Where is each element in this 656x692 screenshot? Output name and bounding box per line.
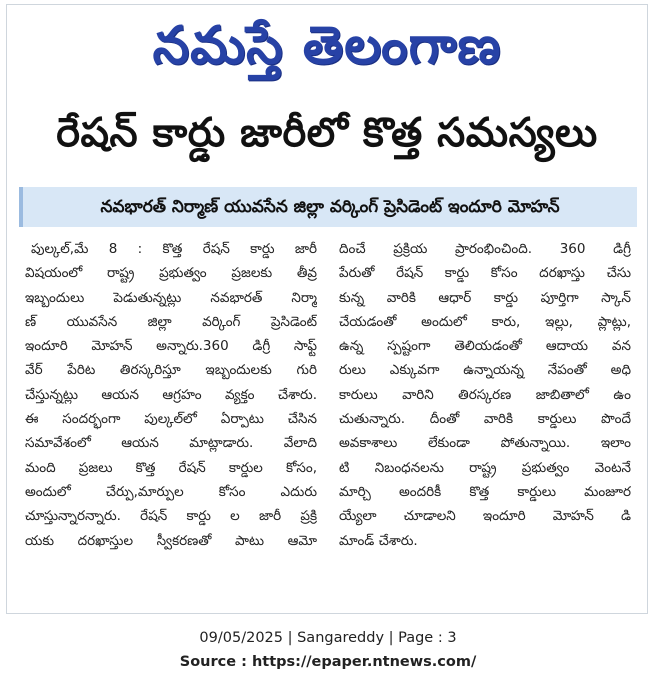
article-column-right bbox=[339, 237, 631, 553]
article-column-left bbox=[25, 237, 317, 553]
article-headline: రేషన్ కార్డు జారీలో కొత్త సమస్యలు bbox=[56, 110, 598, 156]
article-line: పేరుతో రేషన్ కార్డు కోసం దరఖాస్తు చేసు bbox=[339, 265, 631, 282]
cropped-text-fragment bbox=[187, 613, 297, 614]
cropped-text-fragment bbox=[317, 613, 407, 614]
article-subheadline: నవభారత్ నిర్మాణ్ యువసేన జిల్లా వర్కింగ్ ప్రెసిడెంట్ ఇందూరి మోహన్ bbox=[19, 187, 637, 227]
clipping-footer bbox=[0, 626, 656, 674]
article-line: పుల్కల్,మే 8 : కొత్త రేషన్ కార్డు జారీ bbox=[31, 241, 317, 257]
article-line: ణ్ యువసేన జిల్లా వర్కింగ్ ప్రెసిడెంట్ bbox=[25, 313, 317, 330]
article-line: రులు ఎక్కువగా ఉన్నాయన్న నేపంతో అధి bbox=[339, 362, 631, 379]
article-line: విషయంలో రాష్ట్ర ప్రభుత్వం ప్రజలకు తీవ్ర bbox=[25, 265, 317, 282]
article-line: మాండ్ చేశారు. bbox=[339, 532, 418, 549]
edition-info: 09/05/2025 | Sangareddy | Page : 3 bbox=[199, 630, 457, 646]
article-line: చేస్తున్నట్లు ఆయన ఆగ్రహం వ్యక్తం చేశారు. bbox=[25, 386, 317, 403]
article-line: య్యేలా చూడాలని ఇందూరి మోహన్ డి bbox=[339, 508, 631, 525]
article-line: మంది ప్రజలు కొత్త రేషన్ కార్డుల కోసం, bbox=[25, 459, 317, 476]
cropped-next-headline bbox=[87, 601, 607, 614]
article-line: ఈ సందర్భంగా పుల్కల్‌లో ఏర్పాటు చేసిన bbox=[25, 411, 317, 428]
cropped-text-fragment bbox=[432, 613, 582, 614]
article-line: కున్న వారికి ఆధార్ కార్డు పూర్తిగా స్కాన్ bbox=[339, 289, 631, 306]
article-line: ఇబ్బందులు పెడుతున్నట్లు నవభారత్ నిర్మా bbox=[25, 289, 317, 306]
article-line: చేయడంతో అందులో కారు, ఇల్లు, ప్లాట్లు, bbox=[339, 313, 631, 330]
article-line: యకు దరఖాస్తుల స్వీకరణతో పాటు ఆమో bbox=[25, 532, 317, 549]
article-line: చూస్తున్నారన్నారు. రేషన్ కార్డు ల జారీ ప్రక్రి bbox=[25, 508, 317, 525]
article-line: అందులో చేర్పు,మార్పుల కోసం ఎదురు bbox=[25, 483, 317, 500]
article-line: మార్చి అందరికీ కొత్త కార్డులు మంజూర bbox=[339, 483, 631, 500]
article-line: కారులు వారిని తిరస్కరణ జాబితాలో ఉం bbox=[339, 386, 631, 403]
article-line: ఇందూరి మోహన్ అన్నారు.360 డిగ్రీ సాఫ్ట్ bbox=[25, 338, 317, 355]
source-url: Source : https://epaper.ntnews.com/ bbox=[179, 654, 477, 670]
cropped-text-fragment bbox=[97, 613, 167, 614]
article-line: చుతున్నారు. దీంతో వారికి కార్డులు పొందే bbox=[339, 411, 631, 428]
article-line: ఉన్న స్పష్టంగా తెలియడంతో ఆదాయ వన bbox=[339, 338, 631, 355]
masthead-logo: నమస్తే తెలంగాణ bbox=[152, 16, 502, 76]
article-line: సమావేశంలో ఆయన మాట్లాడారు. వేలాది bbox=[25, 435, 317, 452]
article-body bbox=[25, 237, 631, 553]
newspaper-clipping bbox=[6, 4, 648, 614]
article-line: అవకాశాలు లేకుండా పోతున్నాయి. ఇలాం bbox=[339, 435, 631, 452]
article-line: దించే ప్రక్రియ ప్రారంభించింది. 360 డిగ్రీ bbox=[339, 241, 631, 257]
article-line: టి నిబంధనలను రాష్ట్ర ప్రభుత్వం వెంటనే bbox=[339, 459, 631, 476]
article-line: వేర్ పేరిట తిరస్కరిస్తూ ఇబ్బందులకు గురి bbox=[25, 362, 317, 379]
